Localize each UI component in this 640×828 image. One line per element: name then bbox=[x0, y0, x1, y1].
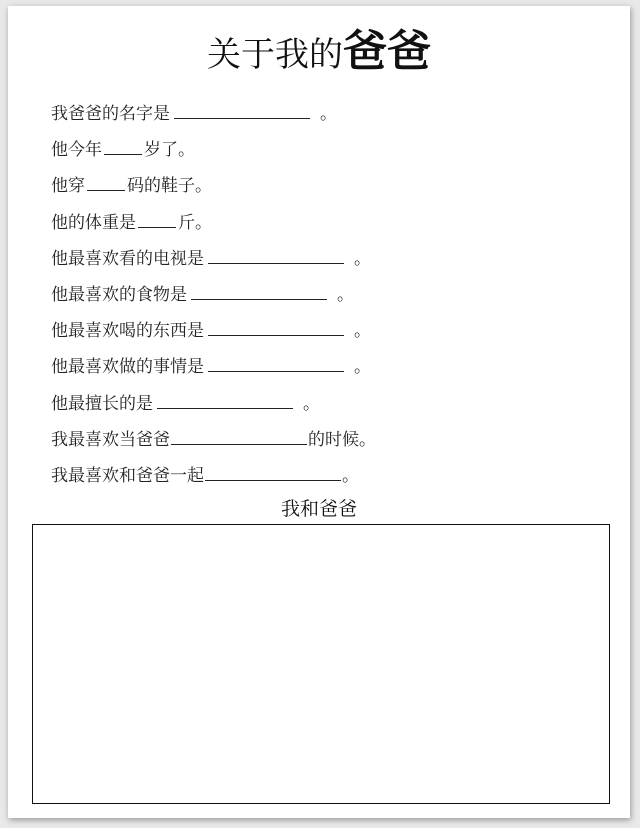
worksheet-page bbox=[8, 6, 630, 818]
blank-favorite-food[interactable] bbox=[191, 285, 327, 300]
line-weight: 他的体重是 斤。 bbox=[51, 212, 212, 233]
line-shoe-size: 他穿 码的鞋子。 bbox=[51, 176, 212, 197]
line-age: 他今年 岁了。 bbox=[51, 140, 195, 161]
drawing-caption: 我和爸爸 bbox=[280, 498, 357, 520]
line-favorite-activity: 他最喜欢做的事情是 。 bbox=[51, 357, 371, 378]
line-favorite-moment: 我最喜欢当爸爸 的时候。 bbox=[51, 429, 376, 450]
blank-shoe-size[interactable] bbox=[87, 176, 125, 191]
title-emphasis: 爸爸 bbox=[343, 26, 431, 77]
line-name: 我爸爸的名字是 。 bbox=[51, 104, 337, 124]
title-prefix: 关于我的 bbox=[207, 35, 343, 75]
blank-favorite-moment[interactable] bbox=[171, 430, 307, 445]
line-favorite-tv: 他最喜欢看的电视是 。 bbox=[51, 248, 371, 269]
drawing-box[interactable] bbox=[32, 524, 610, 804]
line-favorite-food: 他最喜欢的食物是 。 bbox=[51, 284, 354, 305]
page-title bbox=[8, 24, 630, 89]
blank-best-at[interactable] bbox=[157, 394, 293, 409]
line-together: 我最喜欢和爸爸一起 。 bbox=[51, 465, 359, 486]
fill-in-lines bbox=[51, 96, 611, 494]
blank-age[interactable] bbox=[104, 140, 142, 155]
blank-favorite-tv[interactable] bbox=[208, 249, 344, 264]
blank-weight[interactable] bbox=[138, 213, 176, 228]
blank-favorite-activity[interactable] bbox=[208, 357, 344, 372]
blank-together[interactable] bbox=[205, 466, 341, 481]
line-best-at: 他最擅长的是 。 bbox=[51, 393, 320, 414]
blank-name[interactable] bbox=[174, 104, 310, 119]
blank-favorite-drink[interactable] bbox=[208, 321, 344, 336]
line-favorite-drink: 他最喜欢喝的东西是 。 bbox=[51, 321, 371, 342]
